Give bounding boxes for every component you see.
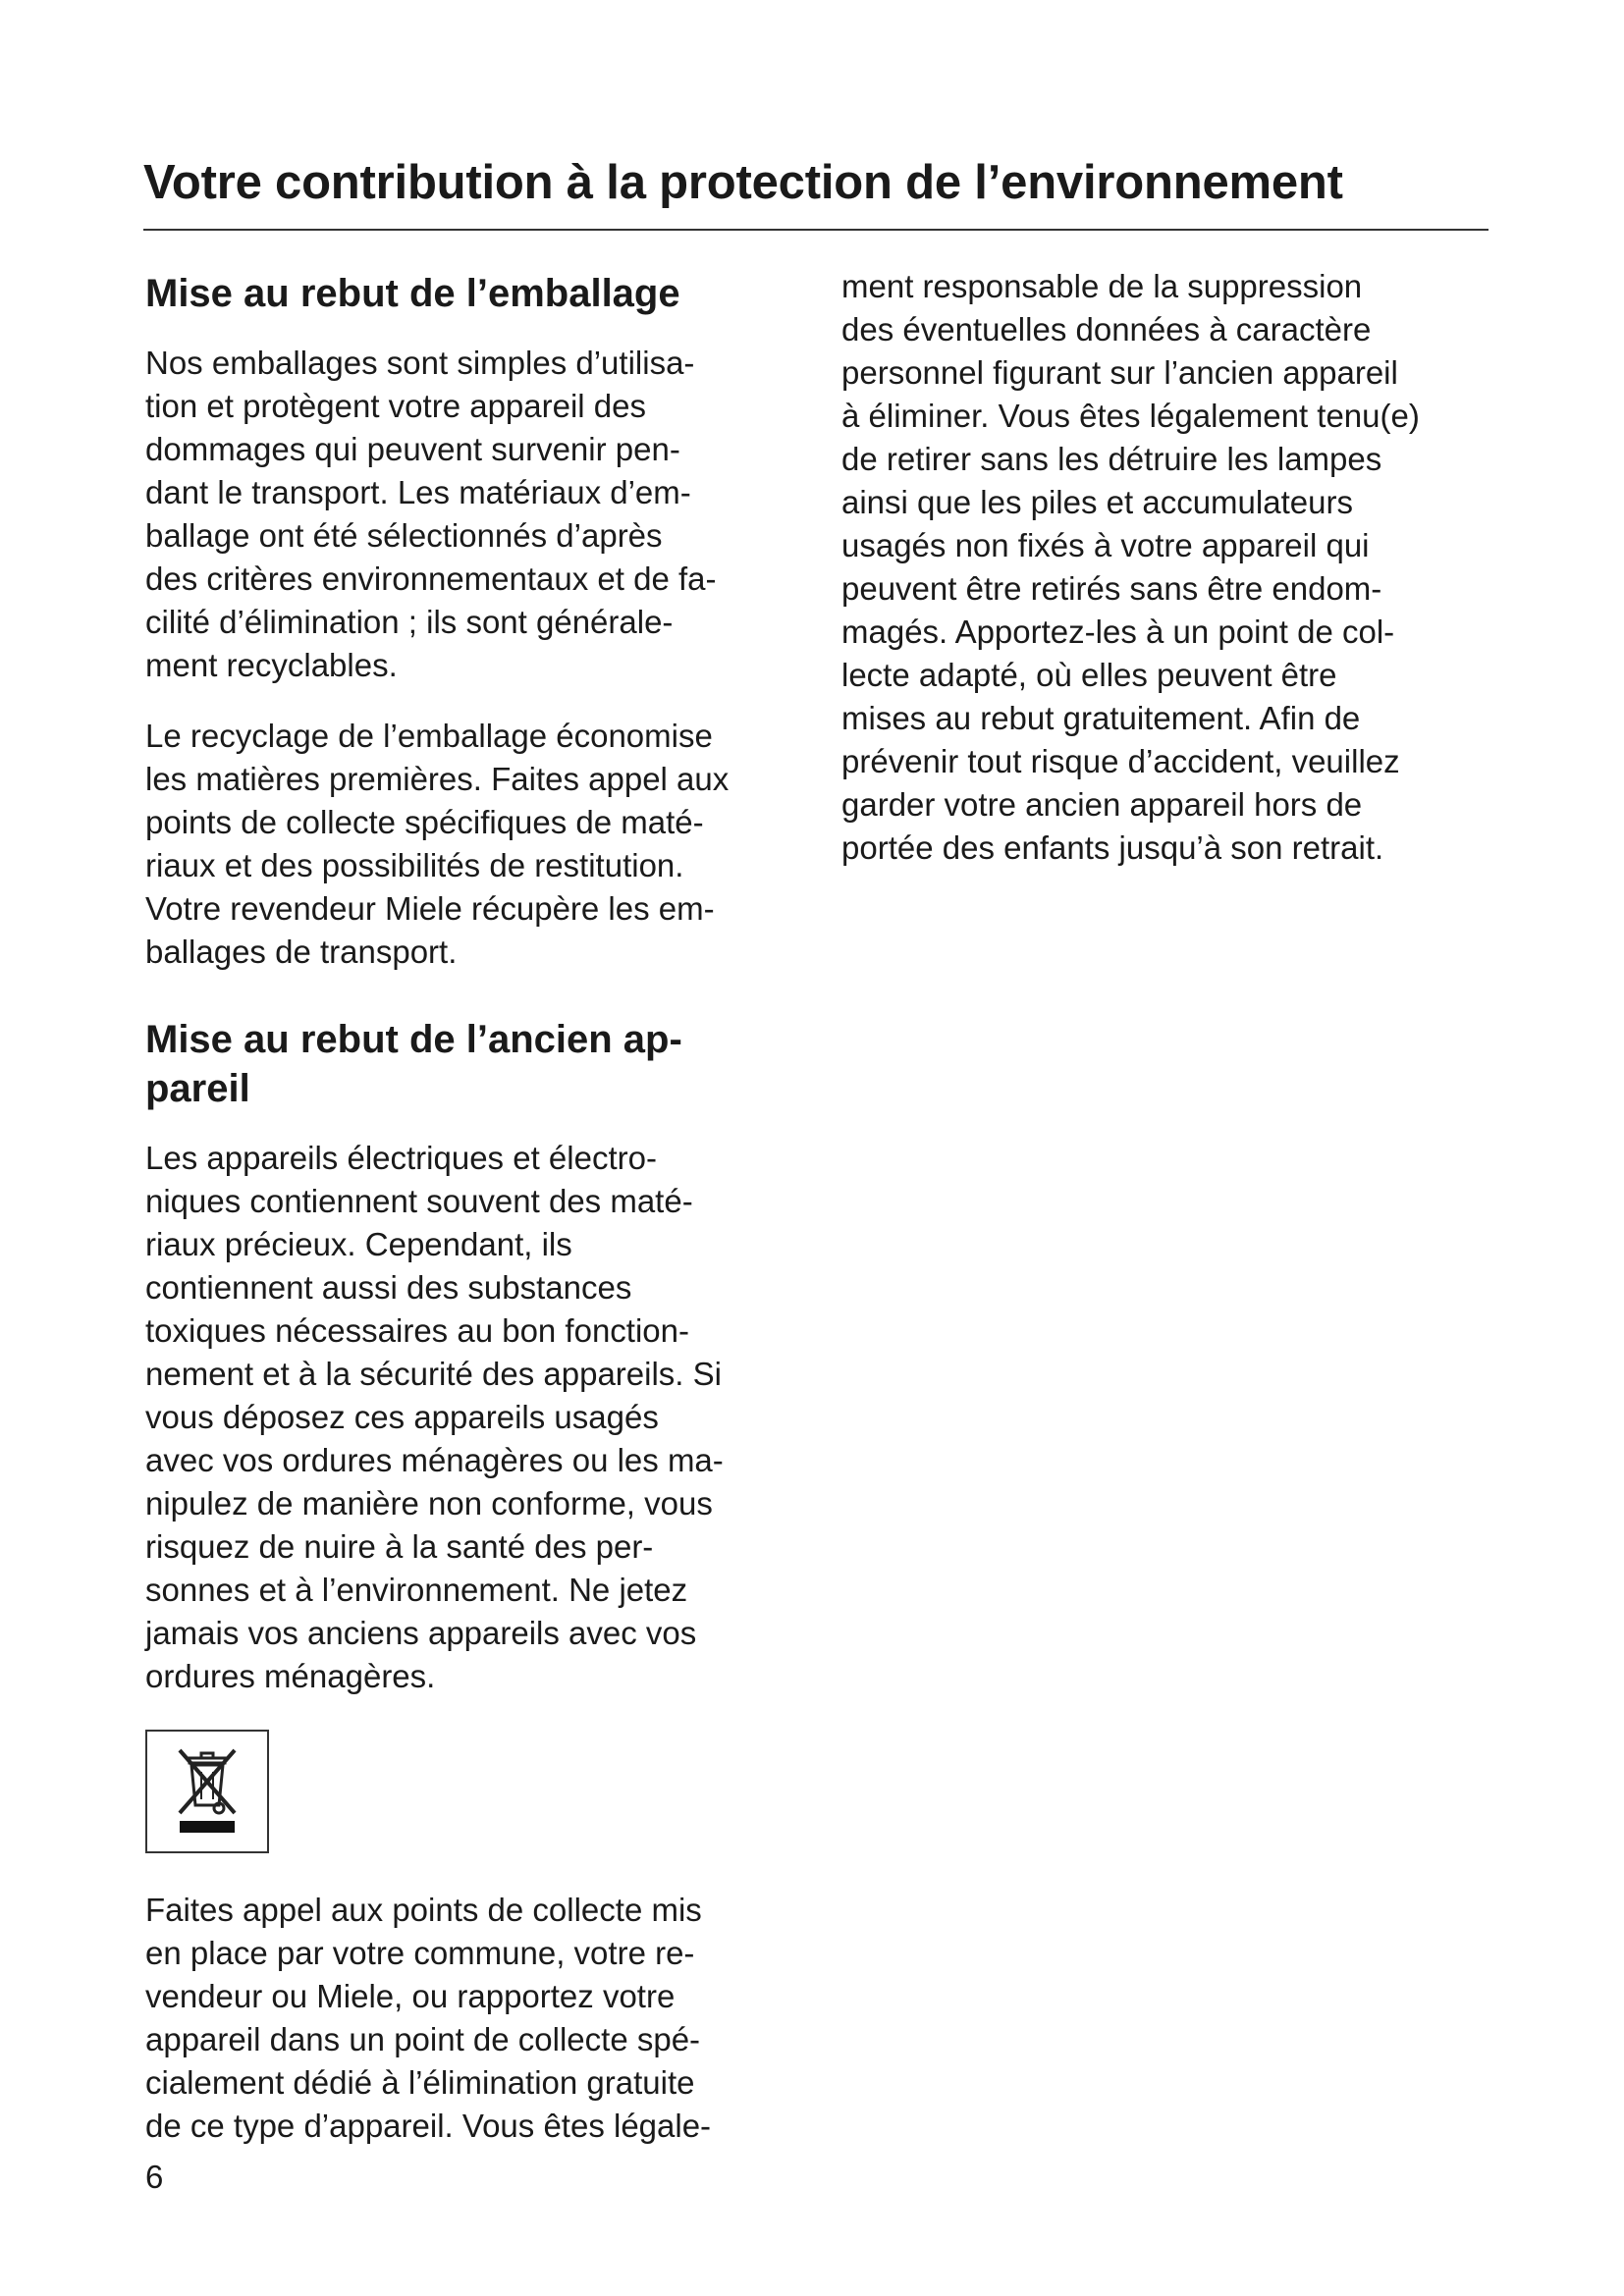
text-line: toxiques nécessaires au bon fonction- [145,1312,690,1349]
text-line: nipulez de manière non conforme, vous [145,1485,713,1522]
text-line: Nos emballages sont simples d’utilisa- [145,345,695,381]
text-line: ballage ont été sélectionnés d’après [145,517,663,554]
text-line: riaux précieux. Cependant, ils [145,1226,572,1262]
text-line: à éliminer. Vous êtes légalement tenu(e) [841,398,1420,434]
text-line: points de collecte spécifiques de maté- [145,804,704,840]
old-appliance-paragraph-1 [145,1137,833,1698]
text-line: vendeur ou Miele, ou rapportez votre [145,1978,676,2014]
text-line: garder votre ancien appareil hors de [841,786,1363,823]
page-number: 6 [145,2159,164,2195]
section-heading-packaging: Mise au rebut de l’emballage [145,272,680,315]
text-line: niques contiennent souvent des maté- [145,1183,693,1219]
text-line: ment recyclables. [145,647,398,683]
text-line: peuvent être retirés sans être endom- [841,570,1382,607]
text-line: des éventuelles données à caractère [841,311,1372,347]
text-line: cialement dédié à l’élimination gratuite [145,2064,695,2101]
text-line: usagés non fixés à votre appareil qui [841,527,1370,563]
text-line: ment responsable de la suppression [841,268,1363,304]
text-line: ordures ménagères. [145,1658,436,1694]
text-line: portée des enfants jusqu’à son retrait. [841,829,1384,866]
text-line: cilité d’élimination ; ils sont générale- [145,604,674,640]
title-divider [143,229,1489,231]
text-line: Votre revendeur Miele récupère les em- [145,890,715,927]
text-line: riaux et des possibilités de restitution. [145,847,684,883]
text-line: Le recyclage de l’emballage économise [145,718,713,754]
text-line: tion et protègent votre appareil des [145,388,647,424]
text-line: des critères environnementaux et de fa- [145,561,717,597]
crossed-out-wheelie-bin-icon [158,1742,256,1841]
text-line: prévenir tout risque d’accident, veuillez [841,743,1400,779]
packaging-paragraph-1 [145,342,833,687]
text-line: sonnes et à l’environnement. Ne jetez [145,1572,688,1608]
text-line: Les appareils électriques et électro- [145,1140,657,1176]
packaging-paragraph-2 [145,715,833,974]
text-line: nement et à la sécurité des appareils. Si [145,1356,722,1392]
weee-symbol-box [145,1730,269,1853]
old-appliance-paragraph-continuation [841,265,1494,870]
text-line: les matières premières. Faites appel aux [145,761,730,797]
heading-line: pareil [145,1067,250,1110]
text-line: de ce type d’appareil. Vous êtes légale- [145,2108,712,2144]
text-line: risquez de nuire à la santé des per- [145,1528,654,1565]
text-line: ballages de transport. [145,934,458,970]
right-column [841,265,1494,870]
text-line: jamais vos anciens appareils avec vos [145,1615,697,1651]
section-heading-old-appliance [145,1015,833,1113]
text-line: avec vos ordures ménagères ou les ma- [145,1442,724,1478]
text-line: en place par votre commune, votre re- [145,1935,695,1971]
text-line: dommages qui peuvent survenir pen- [145,431,680,467]
text-line: dant le transport. Les matériaux d’em- [145,474,691,510]
text-line: contiennent aussi des substances [145,1269,632,1306]
text-line: appareil dans un point de collecte spé- [145,2021,701,2057]
text-line: ainsi que les piles et accumulateurs [841,484,1353,520]
text-line: vous déposez ces appareils usagés [145,1399,659,1435]
text-line: mises au rebut gratuitement. Afin de [841,700,1361,736]
text-line: Faites appel aux points de collecte mis [145,1892,702,1928]
text-line: lecte adapté, où elles peuvent être [841,657,1337,693]
text-line: de retirer sans les détruire les lampes [841,441,1382,477]
page-title: Votre contribution à la protection de l’environnement [143,156,1343,209]
left-column [145,265,833,2148]
old-appliance-paragraph-2 [145,1889,833,2148]
heading-line: Mise au rebut de l’ancien ap- [145,1018,682,1061]
text-line: magés. Apportez-les à un point de col- [841,614,1395,650]
text-line: personnel figurant sur l’ancien appareil [841,354,1398,391]
